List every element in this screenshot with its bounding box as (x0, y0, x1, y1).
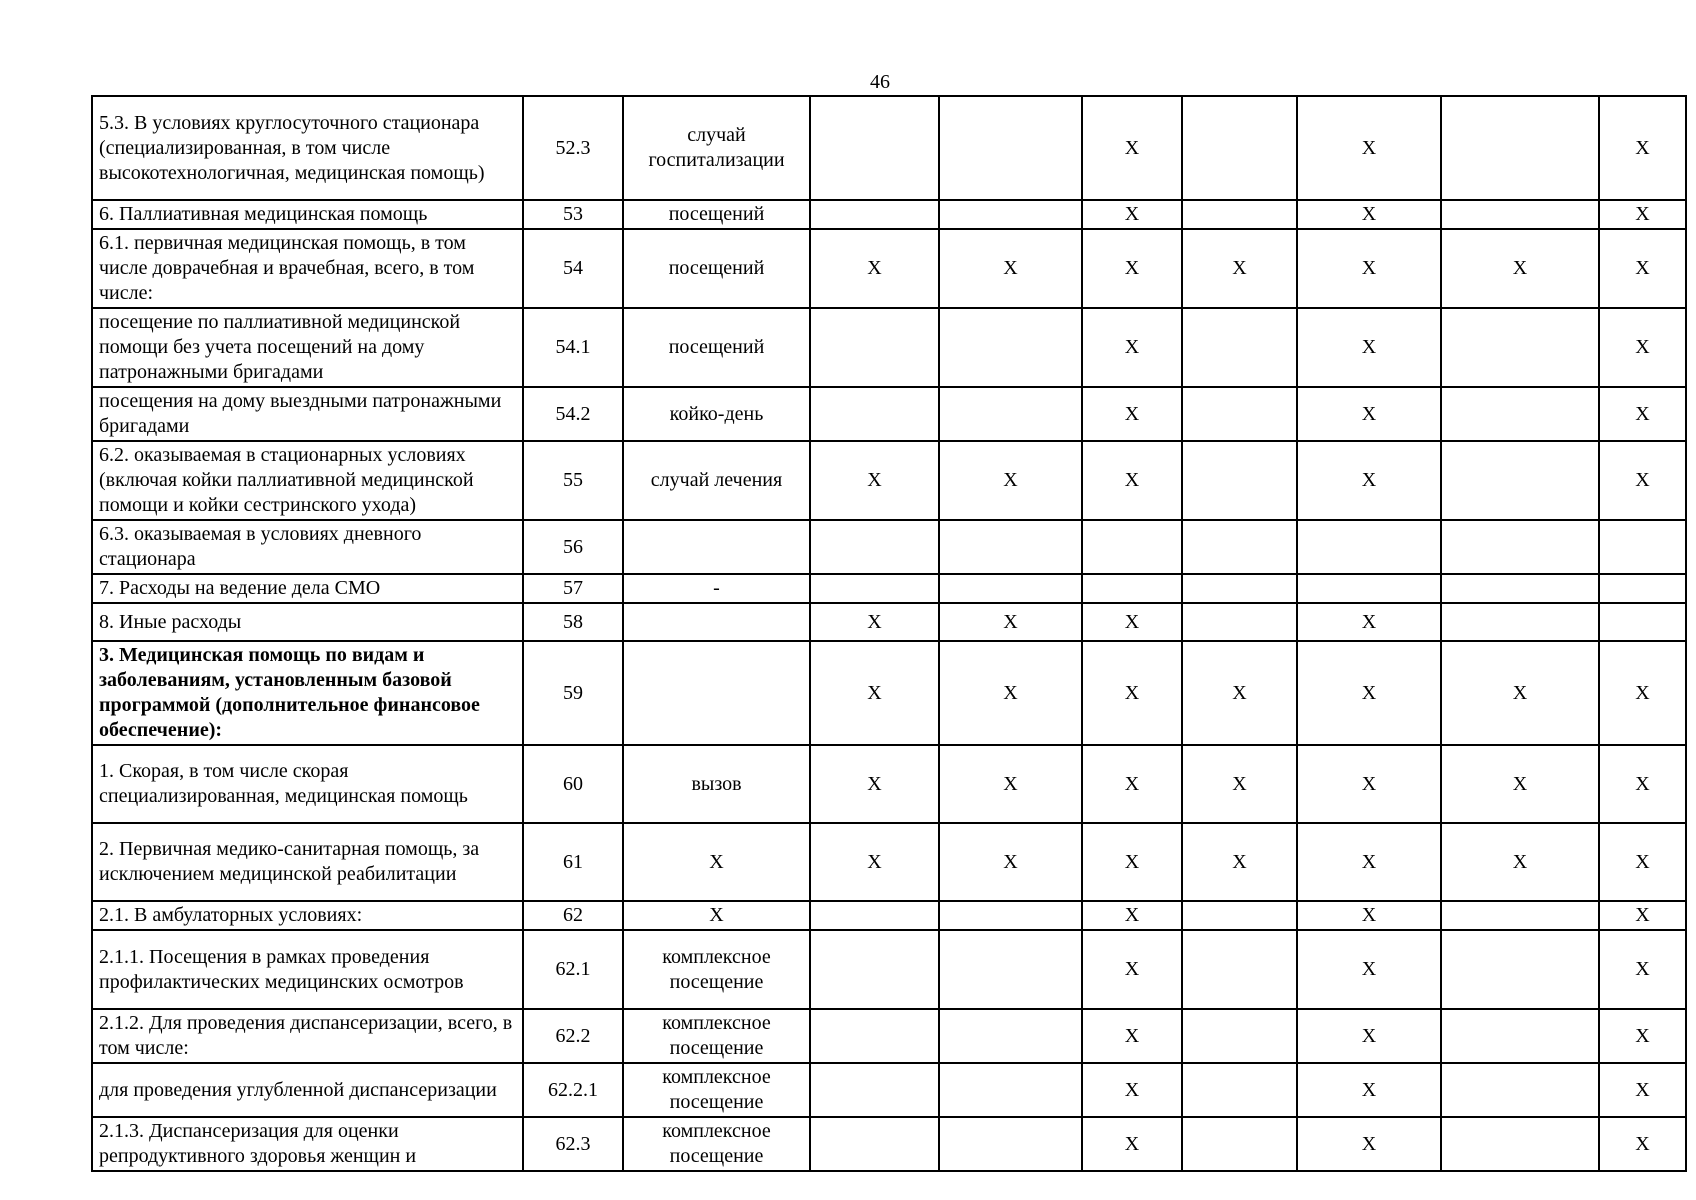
value-cell-5: X (1297, 308, 1441, 387)
value-cell-7: X (1599, 823, 1686, 901)
row-code-cell: 62.2 (523, 1009, 623, 1063)
unit-cell: X (623, 823, 810, 901)
value-cell-3: X (1082, 96, 1182, 200)
value-cell-1: X (810, 229, 939, 308)
table-body (92, 96, 1686, 1171)
value-cell-1 (810, 930, 939, 1009)
value-cell-5: X (1297, 1117, 1441, 1171)
row-code-cell: 54.2 (523, 387, 623, 441)
value-cell-3 (1082, 520, 1182, 574)
table-row (92, 574, 1686, 603)
value-cell-3: X (1082, 1009, 1182, 1063)
table-row (92, 520, 1686, 574)
row-name-cell: 6. Паллиативная медицинская помощь (92, 200, 523, 229)
value-cell-4 (1182, 930, 1297, 1009)
value-cell-2: X (939, 229, 1082, 308)
unit-cell: посещений (623, 200, 810, 229)
value-cell-2 (939, 1117, 1082, 1171)
unit-cell: X (623, 901, 810, 930)
row-code-cell: 55 (523, 441, 623, 520)
value-cell-5: X (1297, 641, 1441, 745)
table-row (92, 387, 1686, 441)
value-cell-5 (1297, 520, 1441, 574)
value-cell-6: X (1441, 745, 1599, 823)
unit-cell (623, 603, 810, 641)
table-row (92, 603, 1686, 641)
row-code-cell: 60 (523, 745, 623, 823)
value-cell-3: X (1082, 901, 1182, 930)
unit-cell: койко-день (623, 387, 810, 441)
value-cell-1 (810, 574, 939, 603)
value-cell-1: X (810, 823, 939, 901)
value-cell-1 (810, 387, 939, 441)
value-cell-1 (810, 200, 939, 229)
value-cell-6 (1441, 520, 1599, 574)
value-cell-6: X (1441, 823, 1599, 901)
row-code-cell: 62 (523, 901, 623, 930)
value-cell-1 (810, 1117, 939, 1171)
value-cell-4 (1182, 96, 1297, 200)
unit-cell: вызов (623, 745, 810, 823)
data-table (91, 95, 1687, 1172)
value-cell-6 (1441, 930, 1599, 1009)
row-name-cell: 8. Иные расходы (92, 603, 523, 641)
value-cell-7: X (1599, 930, 1686, 1009)
value-cell-6 (1441, 441, 1599, 520)
value-cell-1 (810, 520, 939, 574)
value-cell-2 (939, 1063, 1082, 1117)
table-row (92, 229, 1686, 308)
table-row (92, 200, 1686, 229)
value-cell-6: X (1441, 641, 1599, 745)
value-cell-5: X (1297, 603, 1441, 641)
value-cell-5: X (1297, 745, 1441, 823)
value-cell-7: X (1599, 1009, 1686, 1063)
row-code-cell: 57 (523, 574, 623, 603)
value-cell-7: X (1599, 1117, 1686, 1171)
unit-cell: случай госпитализации (623, 96, 810, 200)
unit-cell: комплексное посещение (623, 1117, 810, 1171)
value-cell-1 (810, 96, 939, 200)
value-cell-2 (939, 1009, 1082, 1063)
row-code-cell: 54.1 (523, 308, 623, 387)
unit-cell: посещений (623, 308, 810, 387)
value-cell-2 (939, 200, 1082, 229)
value-cell-4 (1182, 1063, 1297, 1117)
value-cell-6 (1441, 387, 1599, 441)
row-code-cell: 59 (523, 641, 623, 745)
value-cell-7: X (1599, 96, 1686, 200)
value-cell-6 (1441, 574, 1599, 603)
value-cell-6 (1441, 1117, 1599, 1171)
value-cell-7: X (1599, 387, 1686, 441)
value-cell-3: X (1082, 1117, 1182, 1171)
table-row (92, 1009, 1686, 1063)
row-code-cell: 54 (523, 229, 623, 308)
value-cell-5: X (1297, 96, 1441, 200)
value-cell-2 (939, 930, 1082, 1009)
table-row (92, 96, 1686, 200)
row-name-cell: 7. Расходы на ведение дела СМО (92, 574, 523, 603)
unit-cell: комплексное посещение (623, 1009, 810, 1063)
value-cell-2 (939, 520, 1082, 574)
row-code-cell: 52.3 (523, 96, 623, 200)
table-row (92, 823, 1686, 901)
value-cell-3: X (1082, 387, 1182, 441)
value-cell-6 (1441, 901, 1599, 930)
unit-cell: комплексное посещение (623, 930, 810, 1009)
value-cell-1: X (810, 745, 939, 823)
value-cell-3: X (1082, 441, 1182, 520)
value-cell-2 (939, 387, 1082, 441)
row-name-cell: 2.1.1. Посещения в рамках проведения профилактических медицинских осмотров (92, 930, 523, 1009)
value-cell-6 (1441, 308, 1599, 387)
value-cell-4: X (1182, 641, 1297, 745)
row-name-cell: 2.1.2. Для проведения диспансеризации, всего, в том числе: (92, 1009, 523, 1063)
value-cell-7: X (1599, 229, 1686, 308)
row-code-cell: 62.1 (523, 930, 623, 1009)
value-cell-7 (1599, 603, 1686, 641)
table-row (92, 641, 1686, 745)
row-code-cell: 62.3 (523, 1117, 623, 1171)
value-cell-4 (1182, 387, 1297, 441)
value-cell-4 (1182, 901, 1297, 930)
value-cell-4 (1182, 603, 1297, 641)
value-cell-7: X (1599, 641, 1686, 745)
value-cell-7: X (1599, 441, 1686, 520)
unit-cell (623, 520, 810, 574)
row-name-cell: 3. Медицинская помощь по видам и заболеваниям, установленным базовой программой (дополнительное финансовое обеспечение): (92, 641, 523, 745)
row-name-cell: 1. Скорая, в том числе скорая специализированная, медицинская помощь (92, 745, 523, 823)
row-code-cell: 62.2.1 (523, 1063, 623, 1117)
value-cell-3: X (1082, 641, 1182, 745)
value-cell-3: X (1082, 823, 1182, 901)
value-cell-1 (810, 1063, 939, 1117)
value-cell-2: X (939, 603, 1082, 641)
unit-cell: комплексное посещение (623, 1063, 810, 1117)
table-row (92, 441, 1686, 520)
value-cell-4 (1182, 1117, 1297, 1171)
row-name-cell: 6.1. первичная медицинская помощь, в том числе доврачебная и врачебная, всего, в том числе: (92, 229, 523, 308)
row-name-cell: 6.2. оказываемая в стационарных условиях (включая койки паллиативной медицинской помощи и койки сестринского ухода) (92, 441, 523, 520)
value-cell-2: X (939, 441, 1082, 520)
row-code-cell: 53 (523, 200, 623, 229)
value-cell-7 (1599, 520, 1686, 574)
value-cell-2 (939, 96, 1082, 200)
value-cell-5: X (1297, 930, 1441, 1009)
value-cell-5: X (1297, 901, 1441, 930)
row-name-cell: посещение по паллиативной медицинской помощи без учета посещений на дому патронажными бригадами (92, 308, 523, 387)
value-cell-7 (1599, 574, 1686, 603)
value-cell-3: X (1082, 745, 1182, 823)
table-row (92, 745, 1686, 823)
table-row (92, 930, 1686, 1009)
value-cell-3: X (1082, 308, 1182, 387)
value-cell-7: X (1599, 200, 1686, 229)
value-cell-5: X (1297, 823, 1441, 901)
value-cell-2: X (939, 745, 1082, 823)
unit-cell: - (623, 574, 810, 603)
value-cell-1 (810, 1009, 939, 1063)
value-cell-3: X (1082, 930, 1182, 1009)
row-name-cell: 2.1. В амбулаторных условиях: (92, 901, 523, 930)
unit-cell: случай лечения (623, 441, 810, 520)
value-cell-5: X (1297, 229, 1441, 308)
value-cell-2: X (939, 641, 1082, 745)
value-cell-3 (1082, 574, 1182, 603)
row-name-cell: 2.1.3. Диспансеризация для оценки репродуктивного здоровья женщин и (92, 1117, 523, 1171)
table-row (92, 1063, 1686, 1117)
value-cell-5: X (1297, 200, 1441, 229)
table-row (92, 308, 1686, 387)
value-cell-1: X (810, 603, 939, 641)
value-cell-3: X (1082, 229, 1182, 308)
value-cell-4: X (1182, 823, 1297, 901)
table-row (92, 901, 1686, 930)
value-cell-6 (1441, 96, 1599, 200)
value-cell-7: X (1599, 308, 1686, 387)
value-cell-4 (1182, 520, 1297, 574)
value-cell-2 (939, 308, 1082, 387)
value-cell-6: X (1441, 229, 1599, 308)
row-name-cell: 6.3. оказываемая в условиях дневного стационара (92, 520, 523, 574)
value-cell-6 (1441, 1063, 1599, 1117)
value-cell-5: X (1297, 1009, 1441, 1063)
unit-cell: посещений (623, 229, 810, 308)
row-code-cell: 61 (523, 823, 623, 901)
value-cell-4: X (1182, 745, 1297, 823)
value-cell-1: X (810, 441, 939, 520)
value-cell-6 (1441, 1009, 1599, 1063)
value-cell-3: X (1082, 603, 1182, 641)
value-cell-3: X (1082, 1063, 1182, 1117)
value-cell-1: X (810, 641, 939, 745)
row-name-cell: 2. Первичная медико-санитарная помощь, за исключением медицинской реабилитации (92, 823, 523, 901)
value-cell-4: X (1182, 229, 1297, 308)
value-cell-7: X (1599, 745, 1686, 823)
unit-cell (623, 641, 810, 745)
value-cell-4 (1182, 200, 1297, 229)
value-cell-2 (939, 574, 1082, 603)
value-cell-1 (810, 901, 939, 930)
value-cell-2: X (939, 823, 1082, 901)
value-cell-4 (1182, 1009, 1297, 1063)
row-name-cell: посещения на дому выездными патронажными бригадами (92, 387, 523, 441)
row-code-cell: 58 (523, 603, 623, 641)
value-cell-4 (1182, 574, 1297, 603)
table-row (92, 1117, 1686, 1171)
value-cell-5: X (1297, 387, 1441, 441)
value-cell-7: X (1599, 901, 1686, 930)
value-cell-5 (1297, 574, 1441, 603)
value-cell-6 (1441, 603, 1599, 641)
value-cell-5: X (1297, 1063, 1441, 1117)
value-cell-5: X (1297, 441, 1441, 520)
value-cell-7: X (1599, 1063, 1686, 1117)
value-cell-4 (1182, 441, 1297, 520)
row-name-cell: 5.3. В условиях круглосуточного стационара (специализированная, в том числе высокотехнологичная, медицинская помощь) (92, 96, 523, 200)
row-code-cell: 56 (523, 520, 623, 574)
value-cell-3: X (1082, 200, 1182, 229)
value-cell-2 (939, 901, 1082, 930)
value-cell-6 (1441, 200, 1599, 229)
value-cell-4 (1182, 308, 1297, 387)
value-cell-1 (810, 308, 939, 387)
page-number: 46 (870, 71, 890, 93)
row-name-cell: для проведения углубленной диспансеризации (92, 1063, 523, 1117)
